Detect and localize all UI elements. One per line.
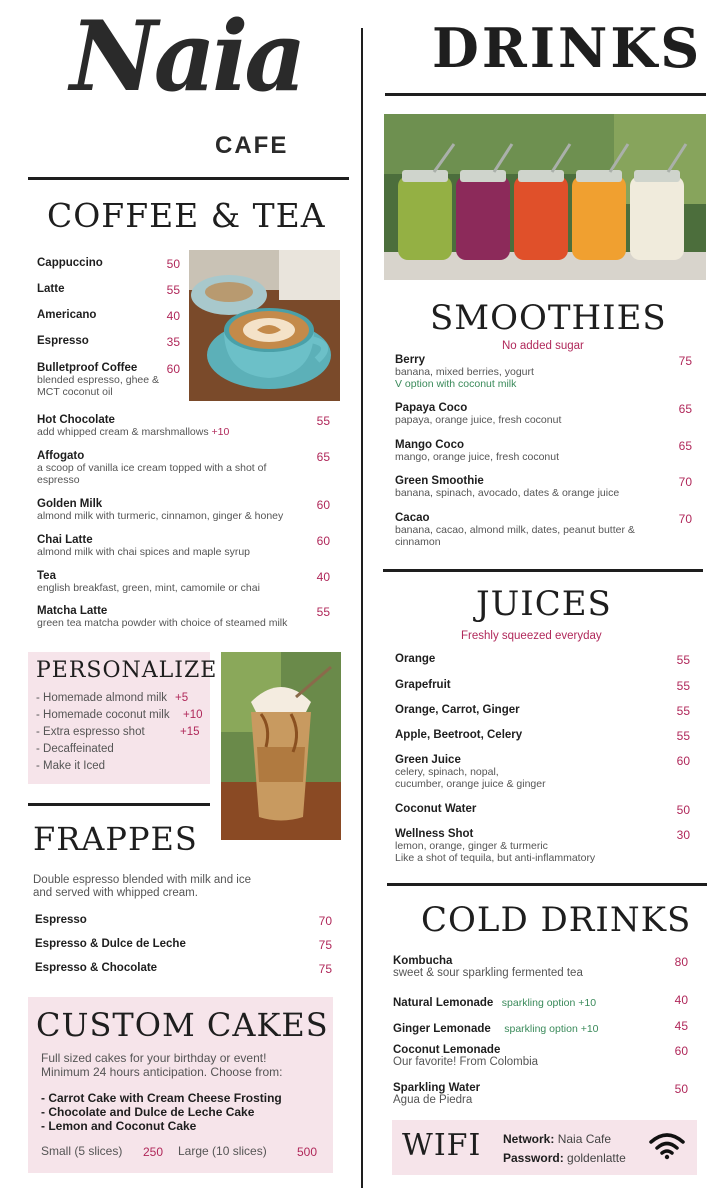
juice-item-green — [395, 754, 655, 790]
frappes-title: FRAPPES — [33, 820, 198, 858]
cold-price-coconut-lemonade: 60 — [674, 1044, 688, 1058]
item-name: Espresso — [37, 335, 89, 347]
cold-price-kombucha: 80 — [674, 955, 688, 969]
wifi-icon — [649, 1132, 685, 1165]
coffee-price-tea: 40 — [316, 570, 330, 584]
frappe-item-dulce: Espresso & Dulce de Leche — [35, 938, 186, 950]
coffee-price-golden-milk: 60 — [316, 498, 330, 512]
item-desc: add whipped cream & marshmallows — [37, 426, 209, 438]
coffee-item-americano — [37, 309, 96, 321]
coffee-item-cappuccino — [37, 257, 103, 269]
frappes-intro-1: Double espresso blended with milk and ice — [33, 874, 251, 886]
coffee-price-cappuccino: 50 — [166, 257, 180, 271]
item-name: Matcha Latte — [37, 605, 108, 617]
coffee-item-espresso — [37, 335, 89, 347]
coffee-title: COFFEE & TEA — [47, 196, 326, 235]
vegan-note: V option with coconut milk — [395, 378, 517, 390]
logo-divider — [28, 177, 349, 180]
cakes-intro-1: Full sized cakes for your birthday or event! — [41, 1051, 267, 1065]
latte-illustration — [189, 250, 340, 401]
frappe-price-chocolate: 75 — [318, 962, 332, 976]
item-desc: almond milk with turmeric, cinnamon, ginger & honey — [37, 510, 284, 522]
frappe-item-espresso: Espresso — [35, 914, 87, 926]
frappes-intro-2: and served with whipped cream. — [33, 887, 198, 899]
item-name: Coconut Lemonade — [393, 1044, 501, 1056]
personalize-opt-decaf: - Decaffeinated — [36, 743, 114, 755]
coffee-price-espresso: 35 — [166, 335, 180, 349]
wifi-password-label: Password: — [503, 1151, 564, 1165]
item-desc: Like a shot of tequila, but anti-inflammatory — [395, 852, 596, 864]
item-name: Natural Lemonade — [393, 997, 494, 1009]
coffee-item-bulletproof — [37, 362, 165, 398]
item-desc: celery, spinach, nopal, — [395, 766, 499, 778]
juice-item-coconut: Coconut Water — [395, 803, 477, 815]
coffee-price-latte: 55 — [166, 283, 180, 297]
juice-item-orange: Orange — [395, 653, 436, 665]
item-name: Sparkling Water — [393, 1082, 481, 1094]
cakes-title: CUSTOM CAKES — [36, 1006, 329, 1044]
item-name: Americano — [37, 309, 97, 321]
smoothies-photo — [384, 114, 706, 280]
item-name: Bulletproof Coffee — [37, 362, 138, 374]
sparkling-option: sparkling option +10 — [504, 1023, 599, 1035]
coffee-item-matcha — [37, 605, 317, 629]
item-name: Ginger Lemonade — [393, 1023, 491, 1035]
wifi-network-value: Naia Cafe — [557, 1132, 612, 1146]
item-desc: sweet & sour sparkling fermented tea — [393, 967, 583, 979]
juice-item-wellness — [395, 828, 665, 864]
item-desc: banana, spinach, avocado, dates & orange juice — [395, 487, 620, 499]
juice-item-orange-carrot: Orange, Carrot, Ginger — [395, 704, 520, 716]
personalize-opt-coconut: - Homemade coconut milk — [36, 709, 170, 721]
cake-size-large: Large (10 slices) — [178, 1144, 267, 1158]
item-name: Green Juice — [395, 754, 461, 766]
coffee-price-affogato: 65 — [316, 450, 330, 464]
item-desc: banana, mixed berries, yogurt — [395, 366, 534, 378]
coffee-price-matcha: 55 — [316, 605, 330, 619]
item-name: Cacao — [395, 512, 430, 524]
item-desc: lemon, orange, ginger & turmeric — [395, 840, 548, 852]
wifi-password-value: goldenlatte — [567, 1151, 626, 1165]
juices-subtitle: Freshly squeezed everyday — [461, 630, 602, 642]
smoothie-item-papaya — [395, 402, 675, 426]
item-name: Kombucha — [393, 955, 453, 967]
latte-photo — [189, 250, 340, 401]
smoothie-item-mango — [395, 439, 675, 463]
coffee-price-hot-chocolate: 55 — [316, 414, 330, 428]
cold-item-kombucha — [393, 955, 663, 979]
frappe-price-espresso: 70 — [318, 914, 332, 928]
juice-price-orange-carrot: 55 — [676, 704, 690, 718]
item-name: Hot Chocolate — [37, 414, 115, 426]
personalize-opt-espresso: - Extra espresso shot — [36, 726, 145, 738]
smoothie-item-berry — [395, 354, 675, 390]
juices-divider — [387, 883, 707, 886]
smoothies-subtitle: No added sugar — [502, 340, 584, 352]
cake-item-lemon: - Lemon and Coconut Cake — [41, 1119, 197, 1133]
coffee-price-bulletproof: 60 — [166, 362, 180, 376]
frappe-photo — [221, 652, 341, 840]
cold-title: COLD DRINKS — [421, 900, 692, 940]
juices-title: JUICES — [476, 584, 612, 624]
coffee-item-chai-latte — [37, 534, 317, 558]
coffee-item-tea — [37, 570, 317, 594]
cake-item-chocolate: - Chocolate and Dulce de Leche Cake — [41, 1105, 255, 1119]
smoothie-price-papaya: 65 — [678, 402, 692, 416]
smoothies-title: SMOOTHIES — [430, 298, 667, 338]
frappe-item-chocolate: Espresso & Chocolate — [35, 962, 158, 974]
juice-item-grapefruit: Grapefruit — [395, 679, 451, 691]
juice-price-wellness: 30 — [676, 828, 690, 842]
cake-item-carrot: - Carrot Cake with Cream Cheese Frosting — [41, 1091, 282, 1105]
cold-item-coconut-lemonade — [393, 1044, 663, 1068]
cold-item-ginger-lemonade — [393, 1019, 663, 1037]
item-desc: Our favorite! From Colombia — [393, 1056, 539, 1068]
drinks-title: DRINKS — [432, 16, 703, 80]
coffee-item-golden-milk — [37, 498, 317, 522]
coffee-item-latte — [37, 283, 64, 295]
item-name: Tea — [37, 570, 56, 582]
personalize-price-coconut: +10 — [183, 709, 203, 721]
cold-price-sparkling-water: 50 — [674, 1082, 688, 1096]
frappe-illustration — [221, 652, 341, 840]
brand-logo: Naia — [70, 0, 303, 113]
item-name: Chai Latte — [37, 534, 93, 546]
cold-item-natural-lemonade — [393, 993, 663, 1011]
smoothie-price-green: 70 — [678, 475, 692, 489]
smoothie-item-cacao — [395, 512, 677, 548]
item-desc: papaya, orange juice, fresh coconut — [395, 414, 562, 426]
personalize-price-espresso: +15 — [180, 726, 200, 738]
cake-price-small: 250 — [143, 1145, 164, 1159]
item-name: Mango Coco — [395, 439, 464, 451]
frappe-price-dulce: 75 — [318, 938, 332, 952]
item-name: Berry — [395, 354, 426, 366]
personalize-price-almond: +5 — [175, 692, 189, 704]
juice-price-apple: 55 — [676, 729, 690, 743]
center-divider — [361, 28, 363, 1188]
coffee-price-chai-latte: 60 — [316, 534, 330, 548]
coffee-item-affogato — [37, 450, 307, 486]
juice-price-coconut: 50 — [676, 803, 690, 817]
juice-price-green: 60 — [676, 754, 690, 768]
item-name: Papaya Coco — [395, 402, 468, 414]
item-desc: almond milk with chai spices and maple syrup — [37, 546, 251, 558]
frappes-divider — [28, 803, 210, 806]
item-desc: mango, orange juice, fresh coconut — [395, 451, 560, 463]
juice-price-orange: 55 — [676, 653, 690, 667]
item-name: Wellness Shot — [395, 828, 474, 840]
item-desc: banana, cacao, almond milk, dates, peanut butter & cinnamon — [395, 524, 635, 548]
personalize-opt-iced: - Make it Iced — [36, 760, 106, 772]
cake-size-small: Small (5 slices) — [41, 1144, 123, 1158]
coffee-price-americano: 40 — [166, 309, 180, 323]
item-name: Cappuccino — [37, 257, 103, 269]
item-name: Green Smoothie — [395, 475, 484, 487]
wifi-network-label: Network: — [503, 1132, 555, 1146]
personalize-title: PERSONALIZE — [36, 658, 218, 683]
item-desc: english breakfast, green, mint, camomile or chai — [37, 582, 260, 594]
item-desc: blended espresso, ghee & MCT coconut oil — [37, 374, 160, 398]
personalize-opt-almond: - Homemade almond milk — [36, 692, 168, 704]
smoothie-price-mango: 65 — [678, 439, 692, 453]
item-extra-price: +10 — [211, 426, 230, 438]
smoothie-price-cacao: 70 — [678, 512, 692, 526]
item-desc: Agua de Piedra — [393, 1094, 473, 1106]
smoothies-divider — [383, 569, 703, 572]
cold-price-ginger-lemonade: 45 — [674, 1019, 688, 1033]
wifi-title: WIFI — [402, 1128, 482, 1163]
juice-item-apple: Apple, Beetroot, Celery — [395, 729, 523, 741]
smoothie-price-berry: 75 — [678, 354, 692, 368]
item-desc: green tea matcha powder with choice of steamed milk — [37, 617, 288, 629]
smoothie-jars-illustration — [384, 114, 706, 280]
wifi-password-row — [503, 1151, 626, 1165]
juice-price-grapefruit: 55 — [676, 679, 690, 693]
cakes-intro-2: Minimum 24 hours anticipation. Choose from: — [41, 1065, 283, 1079]
cold-item-sparkling-water — [393, 1082, 663, 1106]
drinks-divider — [385, 93, 706, 96]
item-desc: a scoop of vanilla ice cream topped with a shot of espresso — [37, 462, 267, 486]
cold-price-natural-lemonade: 40 — [674, 993, 688, 1007]
smoothie-item-green — [395, 475, 675, 499]
coffee-item-hot-chocolate — [37, 414, 317, 438]
item-desc: cucumber, orange juice & ginger — [395, 778, 546, 790]
brand-sub: CAFE — [215, 132, 289, 159]
cake-price-large: 500 — [297, 1145, 318, 1159]
wifi-network-row — [503, 1132, 611, 1146]
sparkling-option: sparkling option +10 — [501, 997, 597, 1009]
item-name: Affogato — [37, 450, 85, 462]
item-name: Latte — [37, 283, 65, 295]
item-name: Golden Milk — [37, 498, 103, 510]
